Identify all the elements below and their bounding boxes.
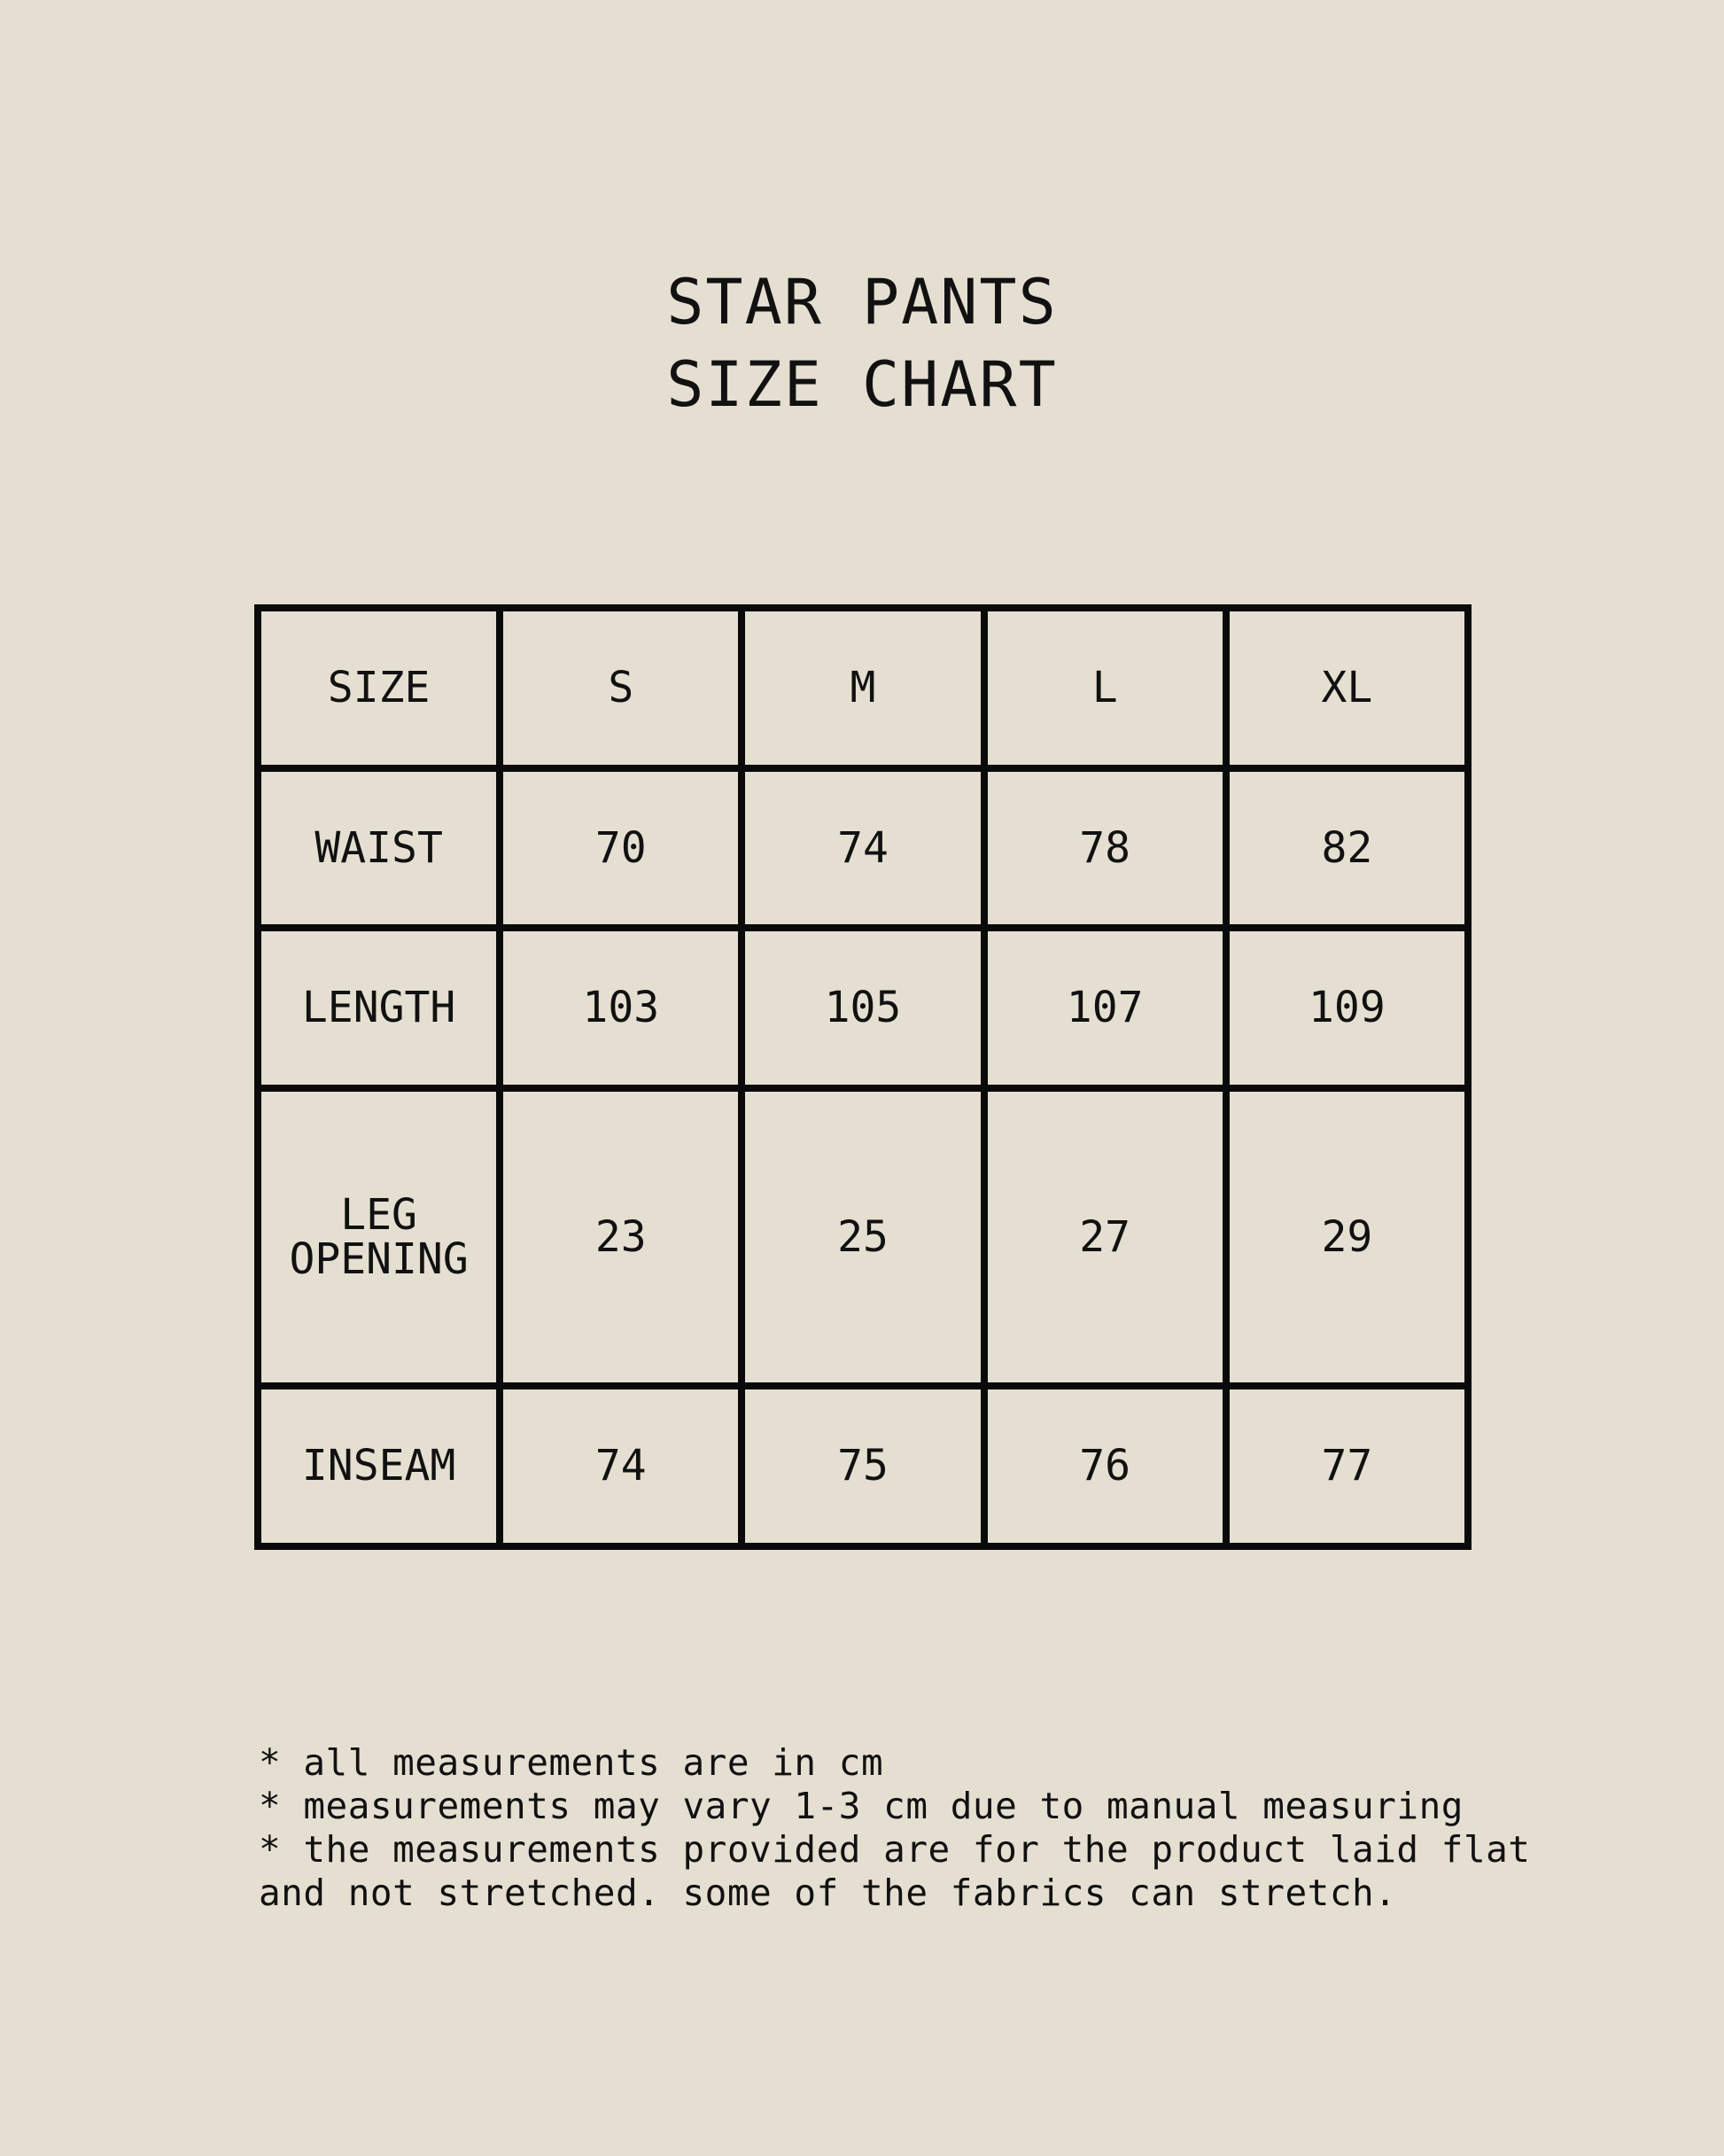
cell-waist-l: 78 [984,768,1226,929]
row-label-waist: WAIST [258,768,500,929]
cell-waist-s: 70 [500,768,742,929]
row-label-inseam: INSEAM [258,1386,500,1546]
cell-length-s: 103 [500,928,742,1088]
header-cell-s: S [500,608,742,768]
cell-length-m: 105 [742,928,983,1088]
page-title [0,261,1724,426]
cell-inseam-l: 76 [984,1386,1226,1546]
note-line-units: * all measurements are in cm [259,1741,884,1784]
measurement-notes [259,1741,1712,1915]
header-cell-size: SIZE [258,608,500,768]
row-label-length: LENGTH [258,928,500,1088]
cell-waist-m: 74 [742,768,983,929]
table-row-inseam [258,1386,1468,1546]
cell-length-xl: 109 [1226,928,1468,1088]
table-row-length [258,928,1468,1088]
cell-leg-opening-xl: 29 [1226,1088,1468,1387]
header-cell-l: L [984,608,1226,768]
cell-inseam-s: 74 [500,1386,742,1546]
table-row-waist [258,768,1468,929]
title-line-product: STAR PANTS [666,266,1058,339]
note-line-stretch: and not stretched. some of the fabrics can stretch. [259,1872,1397,1914]
cell-inseam-xl: 77 [1226,1386,1468,1546]
title-line-chart: SIZE CHART [666,348,1058,421]
header-cell-xl: XL [1226,608,1468,768]
note-line-laid-flat: * the measurements provided are for the product laid flat [259,1828,1531,1871]
cell-leg-opening-s: 23 [500,1088,742,1387]
cell-length-l: 107 [984,928,1226,1088]
size-chart-table [254,604,1472,1550]
note-line-variance: * measurements may vary 1-3 cm due to manual measuring [259,1785,1464,1827]
cell-waist-xl: 82 [1226,768,1468,929]
row-label-leg-opening: LEG OPENING [258,1088,500,1387]
table-header-row [258,608,1468,768]
table-row-leg-opening [258,1088,1468,1387]
cell-inseam-m: 75 [742,1386,983,1546]
cell-leg-opening-m: 25 [742,1088,983,1387]
header-cell-m: M [742,608,983,768]
cell-leg-opening-l: 27 [984,1088,1226,1387]
